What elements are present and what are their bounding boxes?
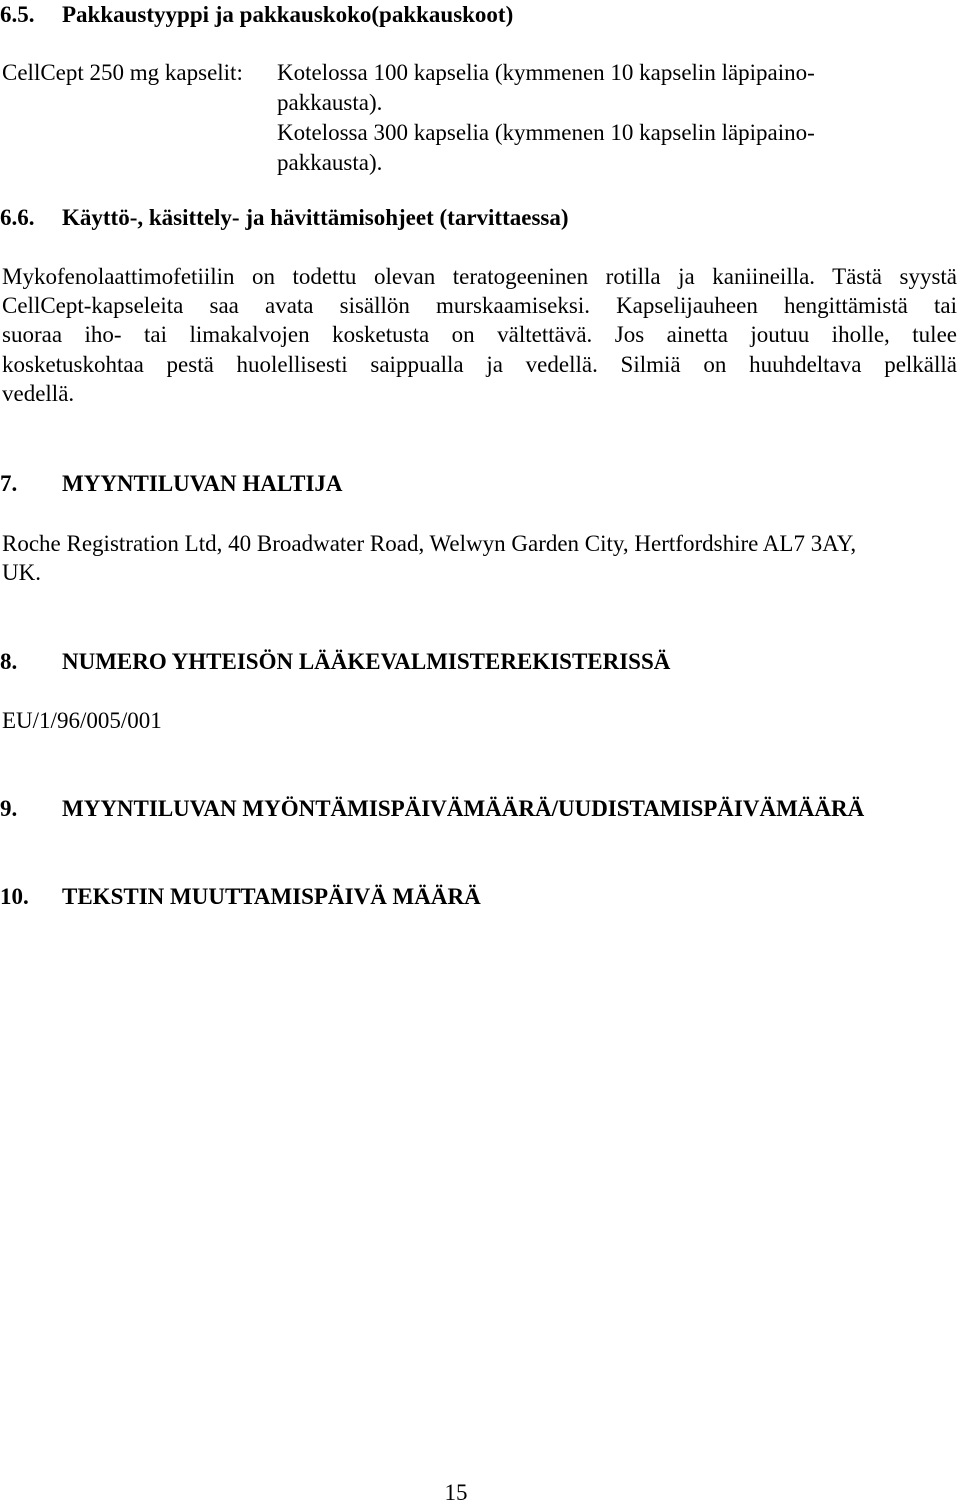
handling-paragraph-line: kosketuskohtaa pestä huolellisesti saippualla ja vedellä. Silmiä on huuhdeltava pelkällä — [2, 352, 957, 377]
handling-paragraph-line: vedellä. — [2, 381, 75, 406]
section-number: 6.6. — [0, 205, 35, 230]
section-number: 6.5. — [0, 2, 35, 27]
section-7-heading — [0, 469, 960, 499]
section-number: 10. — [0, 884, 29, 909]
section-title: MYYNTILUVAN MYÖNTÄMISPÄIVÄMÄÄRÄ/UUDISTAMISPÄIVÄMÄÄRÄ — [62, 796, 865, 821]
marketing-holder-address: UK. — [2, 560, 41, 585]
handling-paragraph-line: CellCept-kapseleita saa avata sisällön murskaamiseksi. Kapselijauheen hengittämistä tai — [2, 293, 957, 318]
section-number: 9. — [0, 796, 18, 821]
section-9-heading — [0, 794, 960, 824]
page-number: 15 — [444, 1480, 468, 1505]
section-6-6-heading — [0, 203, 960, 233]
package-line: pakkausta). — [277, 90, 383, 115]
section-number: 8. — [0, 649, 18, 674]
section-6-5-heading — [0, 0, 960, 30]
section-title: MYYNTILUVAN HALTIJA — [62, 471, 343, 496]
handling-paragraph-line: Mykofenolaattimofetiilin on todettu olevan teratogeeninen rotilla ja kaniineilla. Tästä syystä — [2, 264, 957, 289]
package-line: pakkausta). — [277, 150, 383, 175]
section-title: TEKSTIN MUUTTAMISPÄIVÄ MÄÄRÄ — [62, 884, 481, 909]
package-line: Kotelossa 300 kapselia (kymmenen 10 kapselin läpipaino- — [277, 120, 815, 145]
package-line: Kotelossa 100 kapselia (kymmenen 10 kapselin läpipaino- — [277, 60, 815, 85]
section-title: NUMERO YHTEISÖN LÄÄKEVALMISTEREKISTERISSÄ — [62, 649, 671, 674]
marketing-holder-address: Roche Registration Ltd, 40 Broadwater Road, Welwyn Garden City, Hertfordshire AL7 3AY, — [2, 531, 857, 556]
section-10-heading — [0, 882, 960, 912]
package-description — [277, 58, 957, 178]
section-8-heading — [0, 647, 960, 677]
section-title: Käyttö-, käsittely- ja hävittämisohjeet (tarvittaessa) — [62, 205, 569, 230]
registration-number: EU/1/96/005/001 — [2, 708, 162, 733]
section-title: Pakkaustyyppi ja pakkauskoko(pakkauskoot) — [62, 2, 514, 27]
package-label: CellCept 250 mg kapselit: — [2, 60, 243, 85]
handling-paragraph-line: suoraa iho- tai limakalvojen kosketusta on vältettävä. Jos ainetta joutuu iholle, tulee — [2, 322, 957, 347]
section-number: 7. — [0, 471, 18, 496]
